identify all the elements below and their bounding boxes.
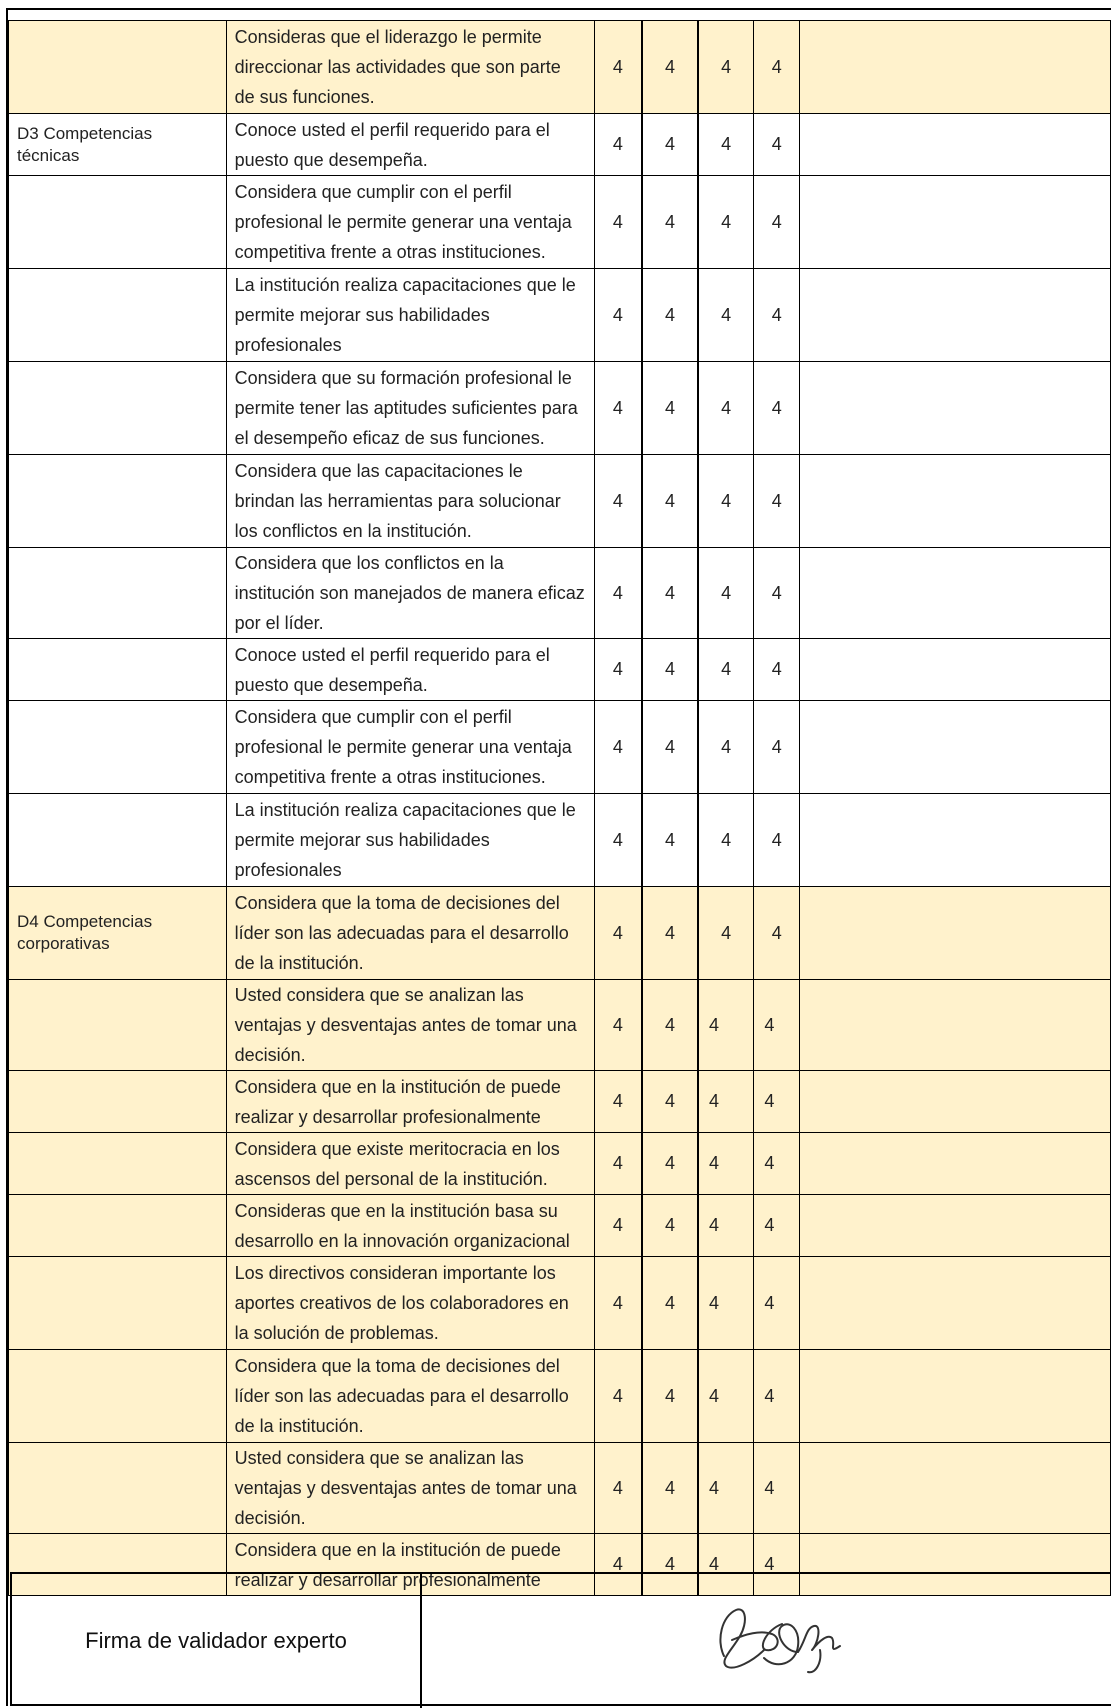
score-cell: 4 (698, 794, 754, 887)
observation-cell (800, 21, 1111, 114)
validation-table (8, 20, 1111, 1596)
score-cell: 4 (642, 887, 698, 980)
score-cell: 4 (642, 980, 698, 1071)
score-cell: 4 (642, 1443, 698, 1534)
observation-cell (800, 269, 1111, 362)
score-cell: 4 (698, 1071, 754, 1133)
table-row (9, 794, 1111, 887)
score-cell: 4 (754, 639, 800, 701)
score-cell: 4 (754, 701, 800, 794)
table-row (9, 701, 1111, 794)
table-row (9, 1350, 1111, 1443)
score-cell: 4 (594, 1443, 642, 1534)
score-cell: 4 (642, 455, 698, 548)
table-row (9, 1195, 1111, 1257)
table-row (9, 362, 1111, 455)
item-cell: Considera que los conflictos en la institución son manejados de manera eficaz por el líder. (226, 548, 594, 639)
score-cell: 4 (754, 455, 800, 548)
dimension-cell (9, 1071, 227, 1133)
score-cell: 4 (754, 269, 800, 362)
item-cell: Considera que en la institución de puede realizar y desarrollar profesionalmente (226, 1071, 594, 1133)
dimension-cell (9, 980, 227, 1071)
score-cell: 4 (642, 1257, 698, 1350)
score-cell: 4 (642, 1071, 698, 1133)
observation-cell (800, 1071, 1111, 1133)
score-cell: 4 (698, 455, 754, 548)
observation-cell (800, 794, 1111, 887)
score-cell: 4 (642, 114, 698, 176)
table-row (9, 114, 1111, 176)
score-cell: 4 (594, 362, 642, 455)
item-cell: La institución realiza capacitaciones que le permite mejorar sus habilidades profesionales (226, 269, 594, 362)
score-cell: 4 (698, 701, 754, 794)
score-cell: 4 (642, 794, 698, 887)
observation-cell (800, 1195, 1111, 1257)
score-cell: 4 (698, 114, 754, 176)
item-cell: Consideras que en la institución basa su desarrollo en la innovación organizacional (226, 1195, 594, 1257)
score-cell: 4 (594, 1195, 642, 1257)
observation-cell (800, 887, 1111, 980)
score-cell: 4 (642, 176, 698, 269)
score-cell: 4 (698, 1195, 754, 1257)
dimension-cell (9, 1133, 227, 1195)
score-cell: 4 (698, 362, 754, 455)
dimension-cell (9, 794, 227, 887)
score-cell: 4 (698, 1350, 754, 1443)
score-cell: 4 (754, 794, 800, 887)
score-cell: 4 (594, 548, 642, 639)
dimension-cell (9, 176, 227, 269)
dimension-cell: D4 Competencias corporativas (9, 887, 227, 980)
table-row (9, 176, 1111, 269)
score-cell: 4 (754, 1257, 800, 1350)
score-cell: 4 (698, 1443, 754, 1534)
table-body (9, 21, 1111, 1596)
dimension-cell (9, 701, 227, 794)
score-cell: 4 (594, 701, 642, 794)
dimension-cell (9, 455, 227, 548)
score-cell: 4 (594, 114, 642, 176)
score-cell: 4 (698, 21, 754, 114)
item-cell: Considera que la toma de decisiones del líder son las adecuadas para el desarrollo de la institución. (226, 887, 594, 980)
score-cell: 4 (754, 980, 800, 1071)
score-cell: 4 (594, 1133, 642, 1195)
score-cell: 4 (698, 1133, 754, 1195)
score-cell: 4 (594, 1534, 642, 1596)
score-cell: 4 (698, 887, 754, 980)
item-cell: Considera que la toma de decisiones del líder son las adecuadas para el desarrollo de la institución. (226, 1350, 594, 1443)
table-row (9, 1443, 1111, 1534)
observation-cell (800, 362, 1111, 455)
item-cell: Conoce usted el perfil requerido para el puesto que desempeña. (226, 114, 594, 176)
item-cell: Los directivos consideran importante los aportes creativos de los colaboradores en la solución de problemas. (226, 1257, 594, 1350)
score-cell: 4 (594, 176, 642, 269)
score-cell: 4 (594, 1071, 642, 1133)
score-cell: 4 (594, 1257, 642, 1350)
table-row (9, 887, 1111, 980)
table-row (9, 1133, 1111, 1195)
score-cell: 4 (594, 269, 642, 362)
score-cell: 4 (642, 701, 698, 794)
score-cell: 4 (754, 1133, 800, 1195)
observation-cell (800, 1350, 1111, 1443)
table-row (9, 21, 1111, 114)
dimension-cell (9, 362, 227, 455)
item-cell: Considera que cumplir con el perfil profesional le permite generar una ventaja competitiva frente a otras instituciones. (226, 701, 594, 794)
item-cell: Consideras que el liderazgo le permite direccionar las actividades que son parte de sus funciones. (226, 21, 594, 114)
score-cell: 4 (642, 21, 698, 114)
item-cell: Conoce usted el perfil requerido para el puesto que desempeña. (226, 639, 594, 701)
score-cell: 4 (754, 548, 800, 639)
item-cell: Considera que cumplir con el perfil profesional le permite generar una ventaja competitiva frente a otras instituciones. (226, 176, 594, 269)
dimension-cell (9, 21, 227, 114)
score-cell: 4 (754, 1534, 800, 1596)
observation-cell (800, 1443, 1111, 1534)
score-cell: 4 (642, 362, 698, 455)
score-cell: 4 (698, 980, 754, 1071)
score-cell: 4 (594, 21, 642, 114)
score-cell: 4 (594, 980, 642, 1071)
table-row (9, 980, 1111, 1071)
item-cell: Usted considera que se analizan las ventajas y desventajas antes de tomar una decisión. (226, 1443, 594, 1534)
dimension-cell (9, 639, 227, 701)
signature-section (10, 1572, 1111, 1706)
observation-cell (800, 980, 1111, 1071)
observation-cell (800, 639, 1111, 701)
table-row (9, 548, 1111, 639)
score-cell: 4 (754, 21, 800, 114)
score-cell: 4 (754, 887, 800, 980)
score-cell: 4 (754, 362, 800, 455)
table-row (9, 455, 1111, 548)
score-cell: 4 (698, 639, 754, 701)
table-row (9, 269, 1111, 362)
score-cell: 4 (594, 887, 642, 980)
score-cell: 4 (698, 548, 754, 639)
observation-cell (800, 455, 1111, 548)
score-cell: 4 (754, 176, 800, 269)
observation-cell (800, 1133, 1111, 1195)
table-row (9, 1257, 1111, 1350)
item-cell: Considera que en la institución de puede realizar y desarrollar profesionalmente (226, 1534, 594, 1596)
observation-cell (800, 1257, 1111, 1350)
item-cell: Considera que su formación profesional le permite tener las aptitudes suficientes para el desempeño eficaz de sus funciones. (226, 362, 594, 455)
table-row (9, 1071, 1111, 1133)
score-cell: 4 (642, 548, 698, 639)
score-cell: 4 (594, 1350, 642, 1443)
score-cell: 4 (642, 1350, 698, 1443)
score-cell: 4 (754, 1443, 800, 1534)
dimension-cell (9, 1443, 227, 1534)
score-cell: 4 (698, 269, 754, 362)
handwritten-signature (702, 1600, 852, 1680)
score-cell: 4 (594, 455, 642, 548)
score-cell: 4 (594, 639, 642, 701)
observation-cell (800, 548, 1111, 639)
score-cell: 4 (594, 794, 642, 887)
score-cell: 4 (642, 639, 698, 701)
observation-cell (800, 114, 1111, 176)
score-cell: 4 (754, 1071, 800, 1133)
observation-cell (800, 176, 1111, 269)
item-cell: Usted considera que se analizan las ventajas y desventajas antes de tomar una decisión. (226, 980, 594, 1071)
item-cell: Considera que existe meritocracia en los ascensos del personal de la institución. (226, 1133, 594, 1195)
score-cell: 4 (698, 1257, 754, 1350)
score-cell: 4 (754, 1350, 800, 1443)
item-cell: La institución realiza capacitaciones que le permite mejorar sus habilidades profesionales (226, 794, 594, 887)
score-cell: 4 (754, 114, 800, 176)
score-cell: 4 (642, 1534, 698, 1596)
score-cell: 4 (698, 176, 754, 269)
score-cell: 4 (642, 269, 698, 362)
signature-label: Firma de validador experto (12, 1574, 422, 1708)
item-cell: Considera que las capacitaciones le brindan las herramientas para solucionar los conflictos en la institución. (226, 455, 594, 548)
score-cell: 4 (642, 1133, 698, 1195)
table-row (9, 639, 1111, 701)
observation-cell (800, 701, 1111, 794)
score-cell: 4 (698, 1534, 754, 1596)
dimension-cell (9, 1350, 227, 1443)
dimension-cell (9, 1257, 227, 1350)
dimension-cell: D3 Competencias técnicas (9, 114, 227, 176)
score-cell: 4 (642, 1195, 698, 1257)
dimension-cell (9, 1195, 227, 1257)
score-cell: 4 (754, 1195, 800, 1257)
dimension-cell (9, 548, 227, 639)
dimension-cell (9, 269, 227, 362)
